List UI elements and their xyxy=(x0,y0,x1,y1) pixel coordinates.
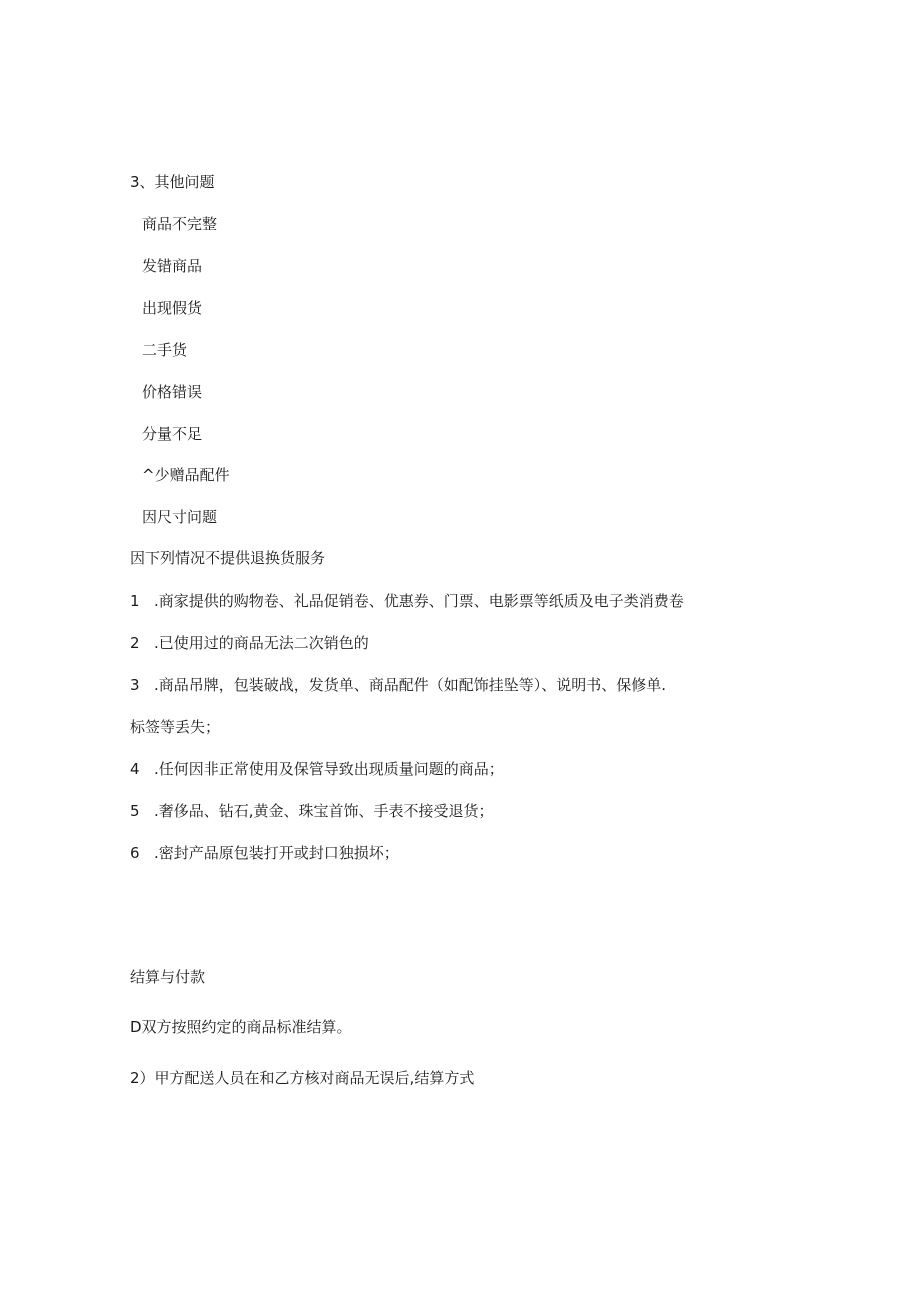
paragraph: D双方按照约定的商品标准结算。 xyxy=(130,1018,352,1036)
item-text: .商家提供的购物卷、礼品促销卷、优惠券、门票、电影票等纸质及电子类消费卷 xyxy=(154,592,684,610)
item-number: 2 xyxy=(130,634,140,652)
list-item: 二手货 xyxy=(142,341,188,359)
numbered-item xyxy=(130,759,504,779)
section-heading: 因下列情况不提供退换货服务 xyxy=(130,549,326,567)
item-text: .任何因非正常使用及保管导致出现质量问题的商品； xyxy=(154,760,504,778)
item-number: 5 xyxy=(130,802,140,820)
list-item: 出现假货 xyxy=(142,299,203,317)
list-item: ^少赠品配件 xyxy=(142,466,230,484)
section-heading: 结算与付款 xyxy=(130,968,206,986)
item-text: .已使用过的商品无法二次销色的 xyxy=(154,634,369,652)
continuation-line xyxy=(130,717,220,737)
numbered-item xyxy=(130,633,369,653)
list-item: 商品不完整 xyxy=(142,215,218,233)
list-item: 发错商品 xyxy=(142,257,203,275)
item-number: 4 xyxy=(130,760,140,778)
item-text: .密封产品原包装打开或封口独损坏； xyxy=(154,844,399,862)
paragraph: 2）甲方配送人员在和乙方核对商品无误后,结算方式 xyxy=(130,1069,475,1087)
item-text: 标签等丢失； xyxy=(130,718,221,736)
list-item: 因尺寸问题 xyxy=(142,508,218,526)
item-text: .商品吊牌，包装破战，发货单、商品配件（如配饰挂坠等）、说明书、保修单. xyxy=(154,676,667,694)
item-number: 6 xyxy=(130,844,140,862)
numbered-item xyxy=(130,591,684,611)
numbered-item xyxy=(130,801,494,821)
list-item: 分量不足 xyxy=(142,425,203,443)
item-number: 1 xyxy=(130,592,140,610)
list-item: 价格错误 xyxy=(142,383,203,401)
item-number: 3 xyxy=(130,676,140,694)
item-text: .奢侈品、钻石,黄金、珠宝首饰、手表不接受退货； xyxy=(154,802,494,820)
section-heading: 3、其他问题 xyxy=(130,173,215,191)
numbered-item xyxy=(130,843,399,863)
numbered-item xyxy=(130,675,666,695)
